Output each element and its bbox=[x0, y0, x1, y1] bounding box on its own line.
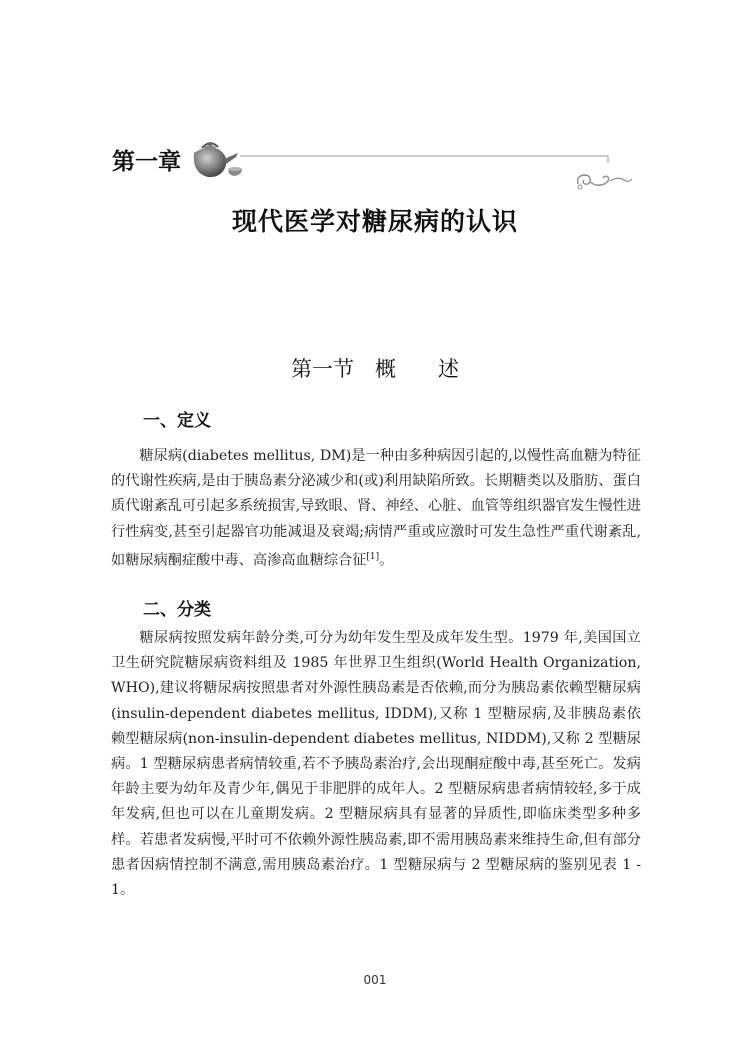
heading-definition: 一、定义 bbox=[143, 411, 211, 431]
chapter-label: 第一章 bbox=[112, 149, 181, 175]
page-number: 001 bbox=[363, 973, 387, 987]
paragraph-definition-end: 。 bbox=[379, 552, 394, 569]
citation-ref[interactable]: [1] bbox=[366, 551, 380, 562]
chapter-title: 现代医学对糖尿病的认识 bbox=[231, 207, 518, 236]
paragraph-classification: 糖尿病按照发病年龄分类,可分为幼年发生型及成年发生型。1979 年,美国国立卫生研究院糖尿病资料组及 1985 年世界卫生组织(World Health Organization, WHO),建议将糖尿病按照患者对外源性胰岛素是否依赖,而分为胰岛素依赖型糖尿病(insulin-dependent diabetes mellitus, IDDM),又称 1 型糖尿病,及非胰岛素依赖型糖尿病(non-insulin-dependent diabetes mellitus, NIDDM),又称 2 型糖尿病。1 型糖尿病患者病情较重,若不予胰岛素治疗,会出现酮症酸中毒,甚至死亡。发病年龄主要为幼年及青少年,偶见于非肥胖的成年人。2 型糖尿病患者病情较轻,多于成年发病,但也可以在儿童期发病。2 型糖尿病具有显著的异质性,即临床类型多种多样。若患者发病慢,平时可不依赖外源性胰岛素,即不需用胰岛素来维持生命,但有部分患者因病情控制不满意,需用胰岛素治疗。1 型糖尿病与 2 型糖尿病的鉴别见表 1 - 1。 bbox=[111, 630, 641, 899]
heading-classification: 二、分类 bbox=[143, 600, 211, 620]
cloud-swirl-icon bbox=[574, 170, 636, 192]
paragraph-definition bbox=[111, 444, 641, 574]
teapot-icon bbox=[188, 133, 246, 181]
paragraph-definition-text: 糖尿病(diabetes mellitus, DM)是一种由多种病因引起的,以慢性高血糖为特征的代谢性疾病,是由于胰岛素分泌减少和(或)利用缺陷所致。长期糖类以及脂肪、蛋白质代谢紊乱可引起多系统损害,导致眼、肾、神经、心脏、血管等组织器官发生慢性进行性病变,甚至引起器官功能减退及衰竭;病情严重或应激时可发生急性严重代谢紊乱,如糖尿病酮症酸中毒、高渗高血糖综合征 bbox=[111, 448, 641, 569]
section-title: 第一节 概 述 bbox=[291, 357, 459, 381]
chapter-title-rule bbox=[240, 150, 612, 164]
